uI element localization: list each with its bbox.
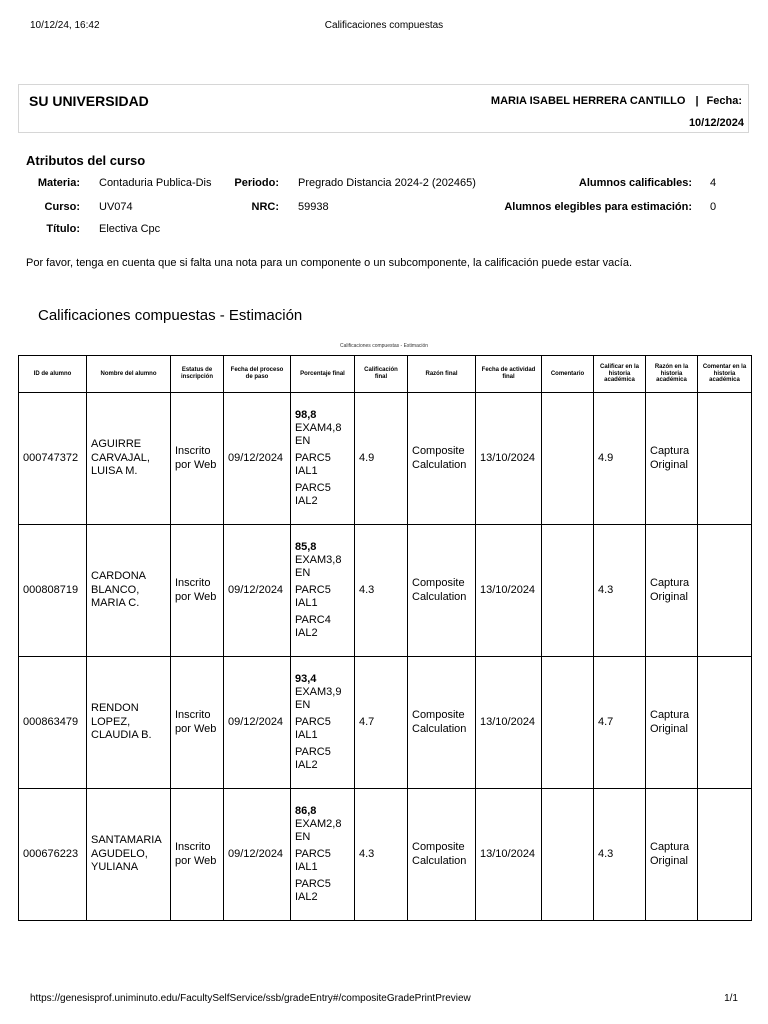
percent-component: EXAM2,8 EN: [295, 817, 342, 844]
table-caption: Calificaciones compuestas - Estimación: [339, 343, 429, 349]
history-comment: [698, 393, 752, 525]
header-separator: |: [695, 95, 699, 107]
final-grade: 4.3: [355, 525, 408, 657]
student-id: 000863479: [19, 657, 87, 789]
col-header-activity-date[interactable]: Fecha de actividad final: [476, 356, 542, 393]
percent-component: EXAM3,8 EN: [295, 553, 342, 580]
final-percent: [291, 393, 355, 525]
history-reason: Captura Original: [646, 393, 698, 525]
percent-total: 85,8: [295, 540, 317, 553]
process-date: 09/12/2024: [224, 657, 291, 789]
percent-component: PARC5 IAL1: [295, 715, 331, 742]
university-header: [18, 84, 749, 133]
user-info: [491, 95, 742, 107]
percent-component: EXAM3,9 EN: [295, 685, 342, 712]
curso-value: UV074: [99, 201, 133, 213]
process-date: 09/12/2024: [224, 393, 291, 525]
col-header-final-reason[interactable]: Razón final: [408, 356, 476, 393]
history-reason: Captura Original: [646, 789, 698, 921]
student-id: 000747372: [19, 393, 87, 525]
materia-value: Contaduria Publica-Dis: [99, 177, 212, 189]
page-url: https://genesisprof.uniminuto.edu/FacultySelfService/ssb/gradeEntry#/compositeGradePrintPreview: [30, 993, 471, 1004]
elegibles-value: 0: [710, 201, 717, 213]
percent-component: PARC5 IAL2: [295, 745, 331, 772]
history-comment: [698, 525, 752, 657]
activity-date: 13/10/2024: [476, 525, 542, 657]
university-name: SU UNIVERSIDAD: [29, 93, 149, 109]
final-reason: Composite Calculation: [408, 525, 476, 657]
history-reason: Captura Original: [646, 657, 698, 789]
final-percent: [291, 789, 355, 921]
materia-label: Materia:: [37, 177, 80, 189]
col-header-status[interactable]: Estatus de inscripción: [171, 356, 224, 393]
col-header-process-date[interactable]: Fecha del proceso de paso: [224, 356, 291, 393]
col-header-name[interactable]: Nombre del alumno: [87, 356, 171, 393]
col-header-comment[interactable]: Comentario: [542, 356, 594, 393]
process-date: 09/12/2024: [224, 789, 291, 921]
activity-date: 13/10/2024: [476, 657, 542, 789]
comment: [542, 393, 594, 525]
comment: [542, 789, 594, 921]
col-header-history-reason[interactable]: Razón en la historia académica: [646, 356, 698, 393]
elegibles-label: Alumnos elegibles para estimación:: [504, 201, 692, 213]
percent-total: 93,4: [295, 672, 317, 685]
print-datetime: 10/12/24, 16:42: [30, 20, 100, 31]
history-grade: 4.3: [594, 525, 646, 657]
percent-component: PARC5 IAL1: [295, 583, 331, 610]
enrollment-status: Inscrito por Web: [171, 525, 224, 657]
nrc-value: 59938: [298, 201, 329, 213]
table-row: [19, 657, 752, 789]
history-grade: 4.3: [594, 789, 646, 921]
col-header-history-comment[interactable]: Comentar en la historia académica: [698, 356, 752, 393]
final-reason: Composite Calculation: [408, 789, 476, 921]
student-name: AGUIRRE CARVAJAL, LUISA M.: [87, 393, 171, 525]
process-date: 09/12/2024: [224, 525, 291, 657]
date-label: Fecha:: [706, 95, 742, 107]
enrollment-status: Inscrito por Web: [171, 789, 224, 921]
periodo-label: Periodo:: [234, 177, 279, 189]
col-header-id[interactable]: ID de alumno: [19, 356, 87, 393]
student-name: CARDONA BLANCO, MARIA C.: [87, 525, 171, 657]
nrc-label: NRC:: [251, 201, 279, 213]
percent-component: EXAM4,8 EN: [295, 421, 342, 448]
table-header-row: [19, 356, 752, 393]
history-reason: Captura Original: [646, 525, 698, 657]
final-reason: Composite Calculation: [408, 393, 476, 525]
percent-component: PARC5 IAL2: [295, 877, 331, 904]
missing-grade-notice: Por favor, tenga en cuenta que si falta una nota para un componente o un subcomponente, la calificación puede estar vacía.: [26, 257, 633, 269]
grades-section-title: Calificaciones compuestas - Estimación: [38, 307, 303, 324]
history-grade: 4.7: [594, 657, 646, 789]
percent-total: 98,8: [295, 408, 317, 421]
student-id: 000808719: [19, 525, 87, 657]
history-grade: 4.9: [594, 393, 646, 525]
calificables-label: Alumnos calificables:: [578, 177, 692, 189]
enrollment-status: Inscrito por Web: [171, 657, 224, 789]
percent-component: PARC5 IAL1: [295, 847, 331, 874]
titulo-value: Electiva Cpc: [99, 223, 161, 235]
percent-component: PARC4 IAL2: [295, 613, 331, 640]
percent-component: PARC5 IAL2: [295, 481, 331, 508]
curso-label: Curso:: [44, 201, 80, 213]
activity-date: 13/10/2024: [476, 393, 542, 525]
final-percent: [291, 657, 355, 789]
periodo-value: Pregrado Distancia 2024-2 (202465): [298, 177, 476, 189]
comment: [542, 525, 594, 657]
student-id: 000676223: [19, 789, 87, 921]
final-grade: 4.3: [355, 789, 408, 921]
activity-date: 13/10/2024: [476, 789, 542, 921]
calificables-value: 4: [710, 177, 717, 189]
table-row: [19, 789, 752, 921]
final-grade: 4.7: [355, 657, 408, 789]
student-name: RENDON LOPEZ, CLAUDIA B.: [87, 657, 171, 789]
percent-total: 86,8: [295, 804, 317, 817]
final-percent: [291, 525, 355, 657]
comment: [542, 657, 594, 789]
final-reason: Composite Calculation: [408, 657, 476, 789]
user-name: MARIA ISABEL HERRERA CANTILLO: [490, 95, 686, 107]
history-comment: [698, 789, 752, 921]
student-name: SANTAMARIA AGUDELO, YULIANA: [87, 789, 171, 921]
grades-table: [18, 355, 752, 921]
titulo-label: Título:: [46, 223, 80, 235]
table-row: [19, 393, 752, 525]
page-number: 1/1: [724, 993, 738, 1004]
col-header-final-grade[interactable]: Calificación final: [355, 356, 408, 393]
course-attributes-title: Atributos del curso: [26, 153, 146, 168]
enrollment-status: Inscrito por Web: [171, 393, 224, 525]
print-title: Calificaciones compuestas: [324, 20, 444, 31]
percent-component: PARC5 IAL1: [295, 451, 331, 478]
col-header-final-percent[interactable]: Porcentaje final: [291, 356, 355, 393]
history-comment: [698, 657, 752, 789]
table-row: [19, 525, 752, 657]
date-value: 10/12/2024: [688, 117, 744, 129]
col-header-history-grade[interactable]: Calificar en la historia académica: [594, 356, 646, 393]
final-grade: 4.9: [355, 393, 408, 525]
